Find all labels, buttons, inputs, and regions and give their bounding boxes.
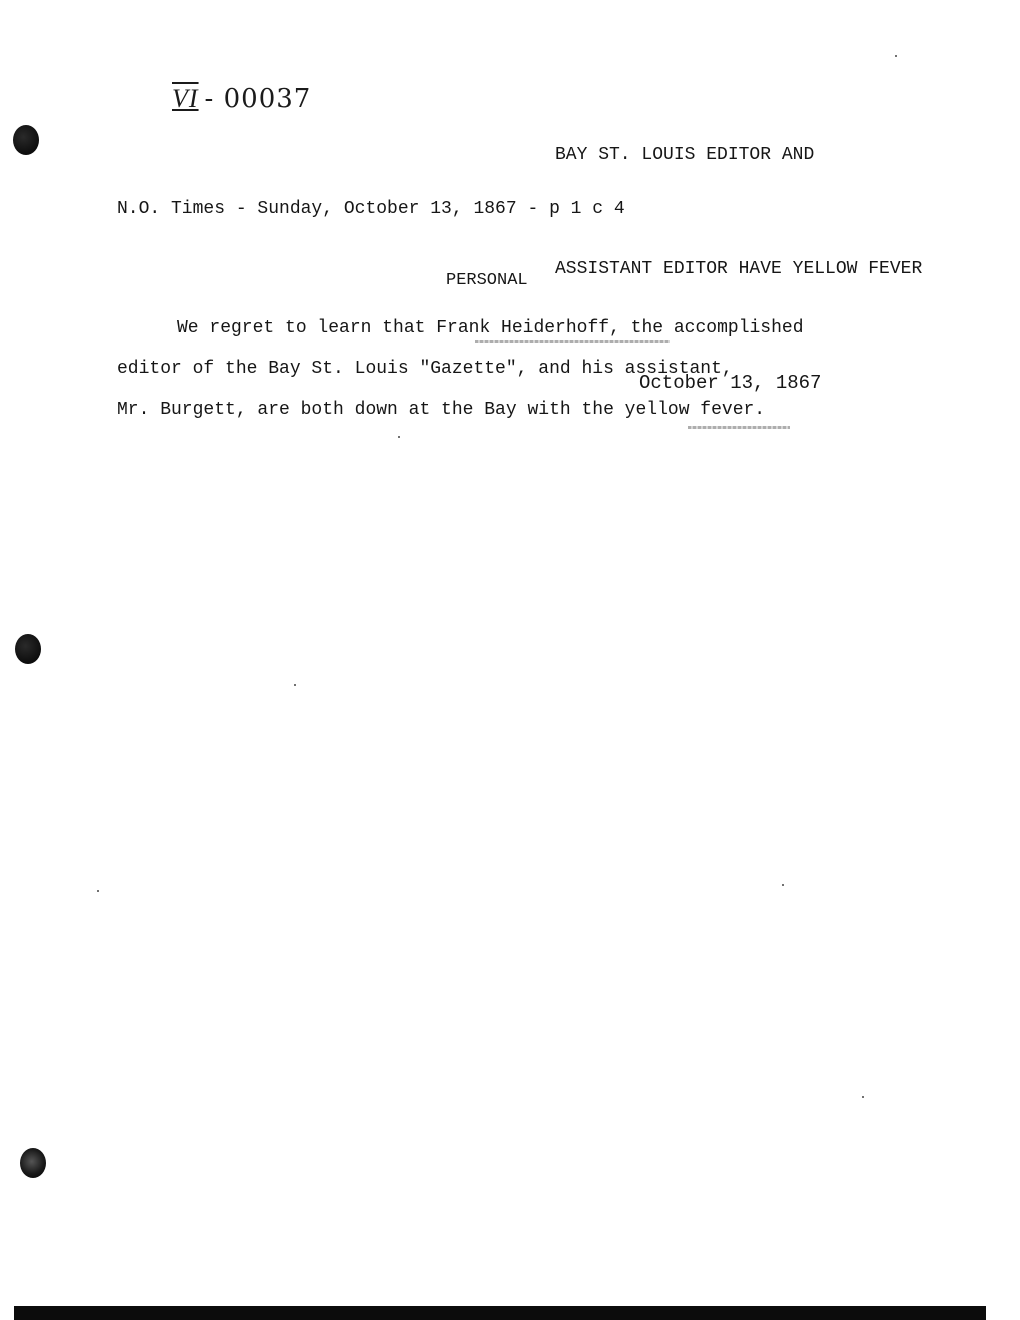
paper-speck xyxy=(782,884,784,886)
paper-speck xyxy=(294,684,296,686)
article-body xyxy=(117,308,804,431)
heading-date: October 13, 1867 xyxy=(639,372,822,394)
paper-speck xyxy=(398,436,400,438)
punch-hole-bottom xyxy=(20,1148,46,1178)
source-citation: N.O. Times - Sunday, October 13, 1867 - p 1 c 4 xyxy=(117,199,625,219)
pencil-underline-name xyxy=(475,340,670,343)
heading-line-1: BAY ST. LOUIS EDITOR AND xyxy=(555,145,815,165)
paper-speck xyxy=(97,890,99,892)
document-number-separator: - xyxy=(204,84,215,114)
scan-bottom-edge xyxy=(14,1306,986,1320)
punch-hole-middle xyxy=(15,634,41,664)
document-number xyxy=(172,84,311,114)
heading-line-2: ASSISTANT EDITOR HAVE YELLOW FEVER xyxy=(555,259,923,279)
paper-speck xyxy=(895,55,897,57)
punch-hole-top xyxy=(13,125,39,155)
document-number-value: 00037 xyxy=(223,84,312,114)
section-title: PERSONAL xyxy=(446,271,528,290)
paper-speck xyxy=(862,1096,864,1098)
document-number-roman: VI xyxy=(172,84,199,113)
pencil-underline-disease xyxy=(688,426,790,429)
body-line-2: editor of the Bay St. Louis "Gazette", and his assistant, xyxy=(117,359,733,379)
body-line-1: We regret to learn that Frank Heiderhoff, the accomplished xyxy=(177,318,804,338)
body-line-3: Mr. Burgett, are both down at the Bay with the yellow fever. xyxy=(117,400,766,420)
